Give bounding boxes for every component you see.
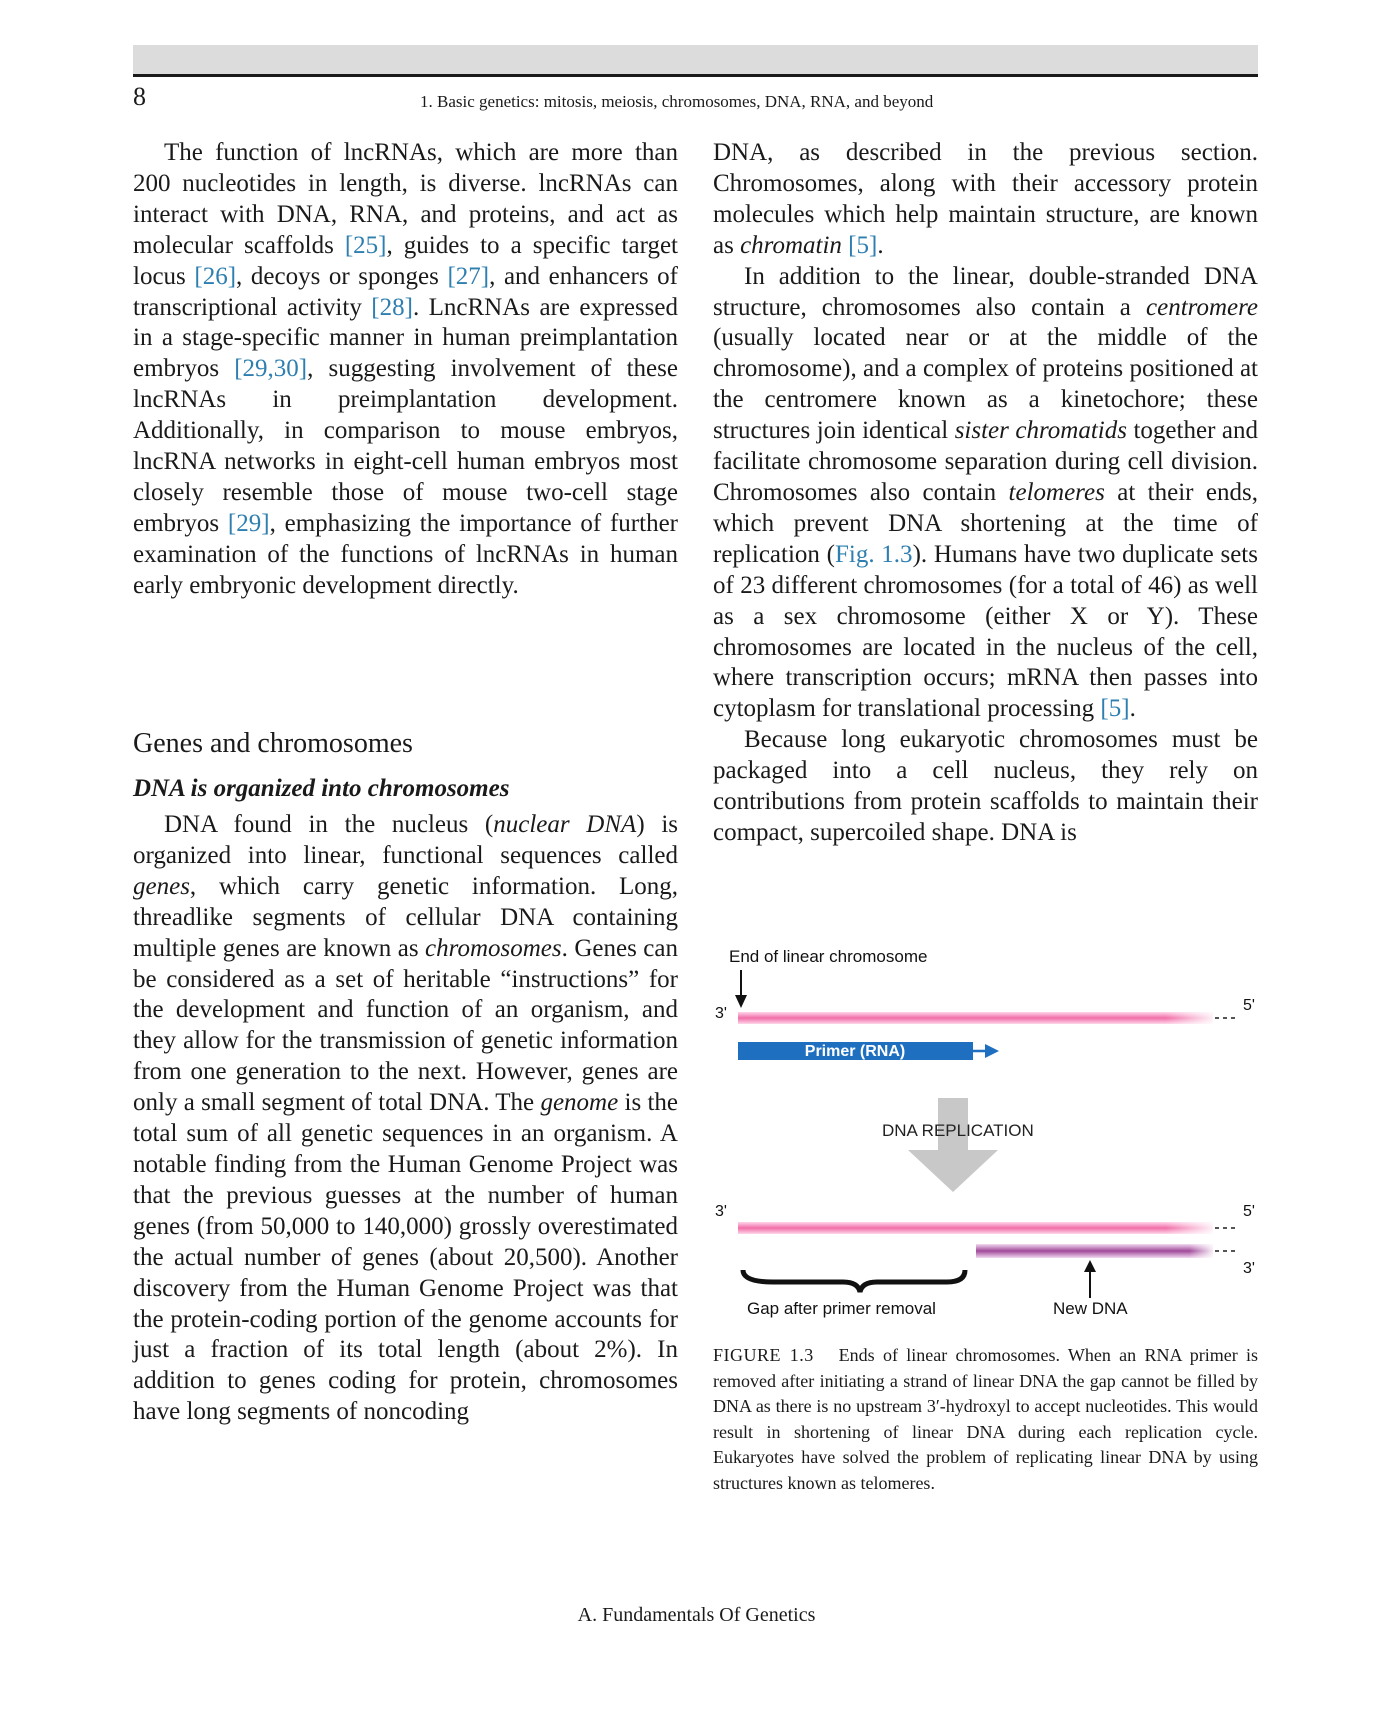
section-heading: Genes and chromosomes [133, 728, 413, 759]
reference-link[interactable]: [5] [848, 231, 878, 259]
header-rule [133, 74, 1258, 77]
italic-term: sister chromatids [954, 417, 1127, 445]
label-end-of-chromosome: End of linear chromosome [729, 947, 928, 966]
label-3prime-bottom: 3' [715, 1203, 727, 1220]
figure-ends-of-chromosomes [713, 940, 1258, 1320]
paragraph-lncrna-function: The function of lncRNAs, which are more than 200 nucleotides in length, is diverse. lncRNAs can interact with DNA, RNA, and proteins, and act as molecular scaffolds [25], guides to a specific target locus [26], decoys or sponges [27], and enhancers of transcriptional activity [28]. LncRNAs are expressed in a stage-specific manner in human preimplantation embryos [29,30], suggesting involvement of these lncRNAs in preimplantation development. Additionally, in comparison to mouse embryos, lncRNA networks in eight-cell human embryos most closely resemble those of mouse two-cell stage embryos [29], emphasizing the importance of further examination of the functions of lncRNAs in human early embryonic development directly. [133, 139, 679, 599]
paragraph-dna-organized: DNA found in the nucleus (nuclear DNA) is organized into linear, functional sequences called genes, which carry genetic information. Long, threadlike segments of cellular DNA containing multiple genes are known as chromosomes. Genes can be considered as a set of heritable “instructions” for the development and function of an organism, and they allow for the transmission of genetic information from one generation to the next. However, genes are only a small segment of total DNA. The genome is the total sum of all genetic sequences in an organism. A notable finding from the Human Genome Project was that the previous guesses at the number of human genes (from 50,000 to 140,000) grossly overestimated the actual number of genes (about 20,500). Another discovery from the Human Genome Project was that the protein-coding portion of the genome accounts for just a fraction of its total length (about 2%). In addition to genes coding for protein, chromosomes have long segments of noncoding [133, 811, 679, 1426]
page-number: 8 [133, 82, 146, 111]
reference-link[interactable]: [27] [447, 262, 490, 290]
paragraph-packaging: Because long eukaryotic chromosomes must be packaged into a cell nucleus, they rely on contributions from protein scaffolds to maintain their compact, supercoiled shape. DNA is [713, 726, 1258, 846]
caption-label: FIGURE 1.3 [713, 1345, 814, 1365]
label-3prime-top: 3' [715, 1005, 727, 1022]
end-arrow-head [735, 995, 747, 1008]
new-dna-arrow-head [1084, 1260, 1096, 1272]
gap-label: Gap after primer removal [747, 1299, 936, 1318]
italic-term: telomeres [1008, 478, 1105, 506]
paragraph-chromatin: DNA, as described in the previous section. Chromosomes, along with their accessory protein molecules which help maintain structure, are known as chromatin [5]. [713, 139, 1258, 259]
primer-arrow-head [985, 1044, 999, 1058]
replication-label: DNA REPLICATION [882, 1121, 1034, 1140]
reference-link[interactable]: [29,30] [234, 355, 308, 383]
subsection-heading: DNA is organized into chromosomes [133, 775, 510, 802]
reference-link[interactable]: [29] [227, 509, 270, 537]
label-5prime-bottom: 5' [1243, 1203, 1255, 1220]
label-5prime-top: 5' [1243, 997, 1255, 1014]
label-3prime-new: 3' [1243, 1260, 1255, 1277]
left-column-top [133, 138, 678, 602]
running-title: 1. Basic genetics: mitosis, meiosis, chromosomes, DNA, RNA, and beyond [420, 92, 934, 111]
italic-term: genome [540, 1089, 619, 1117]
italic-term: chromosomes [425, 934, 562, 962]
reference-link[interactable]: Fig. 1.3 [834, 540, 913, 568]
right-column [713, 138, 1258, 849]
header-bar [133, 45, 1258, 75]
italic-term: centromere [1146, 293, 1258, 321]
replication-arrow-head [908, 1150, 998, 1192]
page-footer: A. Fundamentals Of Genetics [577, 1604, 816, 1626]
gap-brace [743, 1270, 965, 1292]
italic-term: genes [133, 872, 190, 900]
reference-link[interactable]: [5] [1100, 695, 1130, 723]
paragraph-centromere: In addition to the linear, double-stranded DNA structure, chromosomes also contain a centromere (usually located near or at the middle of the chromosome), and a complex of proteins positioned at the centromere known as a kinetochore; these structures join identical sister chromatids together and facilitate chromosome separation during cell division. Chromosomes also contain telomeres at their ends, which prevent DNA shortening at the time of replication (Fig. 1.3). Humans have two duplicate sets of 23 different chromosomes (for a total of 46) as well as a sex chromosome (either X or Y). These chromosomes are located in the nucleus of the cell, where transcription occurs; mRNA then passes into cytoplasm for translational processing [5]. [713, 262, 1259, 723]
figure-diagram [713, 940, 1258, 1320]
primer-label: Primer (RNA) [804, 1043, 906, 1060]
caption-text: Ends of linear chromosomes. When an RNA primer is removed after initiating a strand of linear DNA the gap cannot be filled by DNA as there is no upstream 3′-hydroxyl to accept nucleotides. This would result in shortening of linear DNA during each replication cycle. Eukaryotes have solved the problem of replicating linear DNA by using structures known as telomeres. [713, 1345, 1259, 1493]
left-column-bottom [133, 810, 678, 1428]
new-dna-label: New DNA [1053, 1299, 1128, 1318]
italic-term: chromatin [740, 231, 842, 259]
reference-link[interactable]: [28] [371, 293, 413, 321]
reference-link[interactable]: [26] [194, 262, 237, 290]
figure-caption [713, 1343, 1258, 1496]
italic-term: nuclear DNA [493, 811, 637, 838]
reference-link[interactable]: [25] [344, 231, 387, 259]
